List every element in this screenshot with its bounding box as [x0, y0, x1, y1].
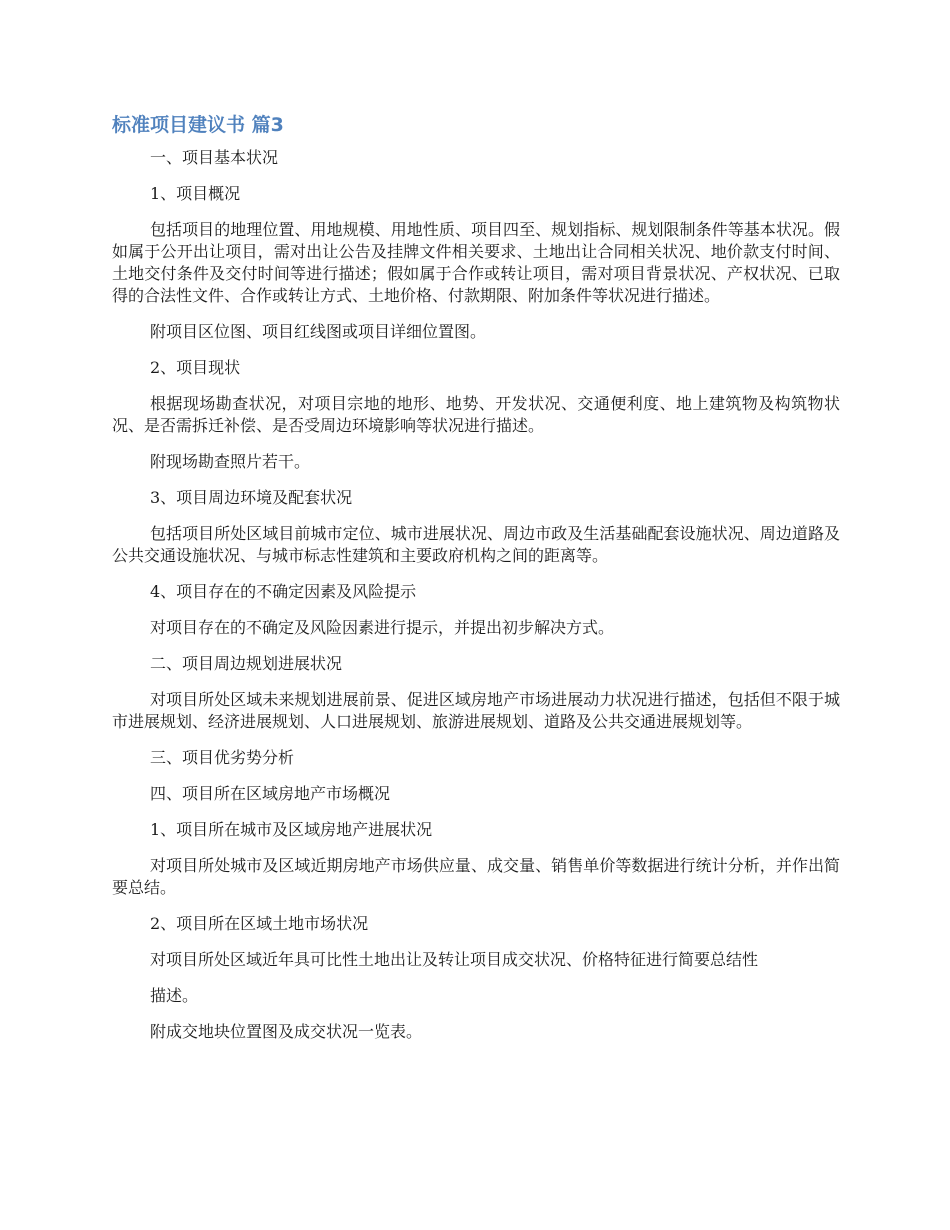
paragraph-overview: 包括项目的地理位置、用地规模、用地性质、项目四至、规划指标、规划限制条件等基本状况。假如属于公开出让项目，需对出让公告及挂牌文件相关要求、土地出让合同相关状况、地价款支付时间、土地交付条件及交付时间等进行描述；假如属于合作或转让项目，需对项目背景状况、产权状况、已取得的合法性文件、合作或转让方式、土地价格、付款期限、附加条件等状况进行描述。	[112, 220, 840, 305]
subheading-risks: 4、项目存在的不确定因素及风险提示	[150, 582, 417, 601]
paragraph-land-market-cont: 描述。	[150, 986, 199, 1005]
paragraph-attachment-table: 附成交地块位置图及成交状况一览表。	[150, 1022, 423, 1041]
section-heading-planning: 二、项目周边规划进展状况	[150, 654, 343, 673]
paragraph-risks: 对项目存在的不确定及风险因素进行提示，并提出初步解决方式。	[150, 618, 615, 637]
paragraph-environment: 包括项目所处区域目前城市定位、城市进展状况、周边市政及生活基础配套设施状况、周边道路及公共交通设施状况、与城市标志性建筑和主要政府机构之间的距离等。	[112, 524, 840, 565]
document-title: 标准项目建议书 篇3	[112, 114, 284, 136]
subheading-overview: 1、项目概况	[150, 184, 241, 203]
paragraph-city-market: 对项目所处城市及区域近期房地产市场供应量、成交量、销售单价等数据进行统计分析，并作出简要总结。	[112, 856, 840, 897]
section-heading-market: 四、项目所在区域房地产市场概况	[150, 784, 391, 803]
document-body	[112, 112, 840, 1057]
section-heading-swot: 三、项目优劣势分析	[150, 748, 295, 767]
subheading-city-market: 1、项目所在城市及区域房地产进展状况	[150, 820, 433, 839]
paragraph-land-market: 对项目所处区域近年具可比性土地出让及转让项目成交状况、价格特征进行简要总结性	[150, 950, 759, 969]
subheading-environment: 3、项目周边环境及配套状况	[150, 488, 353, 507]
paragraph-attachment-maps: 附项目区位图、项目红线图或项目详细位置图。	[150, 322, 487, 341]
subheading-current-status: 2、项目现状	[150, 358, 241, 377]
subheading-land-market: 2、项目所在区域土地市场状况	[150, 914, 369, 933]
section-heading-basic: 一、项目基本状况	[150, 148, 279, 167]
paragraph-current-status: 根据现场勘查状况，对项目宗地的地形、地势、开发状况、交通便利度、地上建筑物及构筑物状况、是否需拆迁补偿、是否受周边环境影响等状况进行描述。	[112, 394, 840, 435]
paragraph-attachment-photos: 附现场勘查照片若干。	[150, 452, 311, 471]
paragraph-planning: 对项目所处区域未来规划进展前景、促进区域房地产市场进展动力状况进行描述，包括但不限于城市进展规划、经济进展规划、人口进展规划、旅游进展规划、道路及公共交通进展规划等。	[112, 690, 840, 731]
